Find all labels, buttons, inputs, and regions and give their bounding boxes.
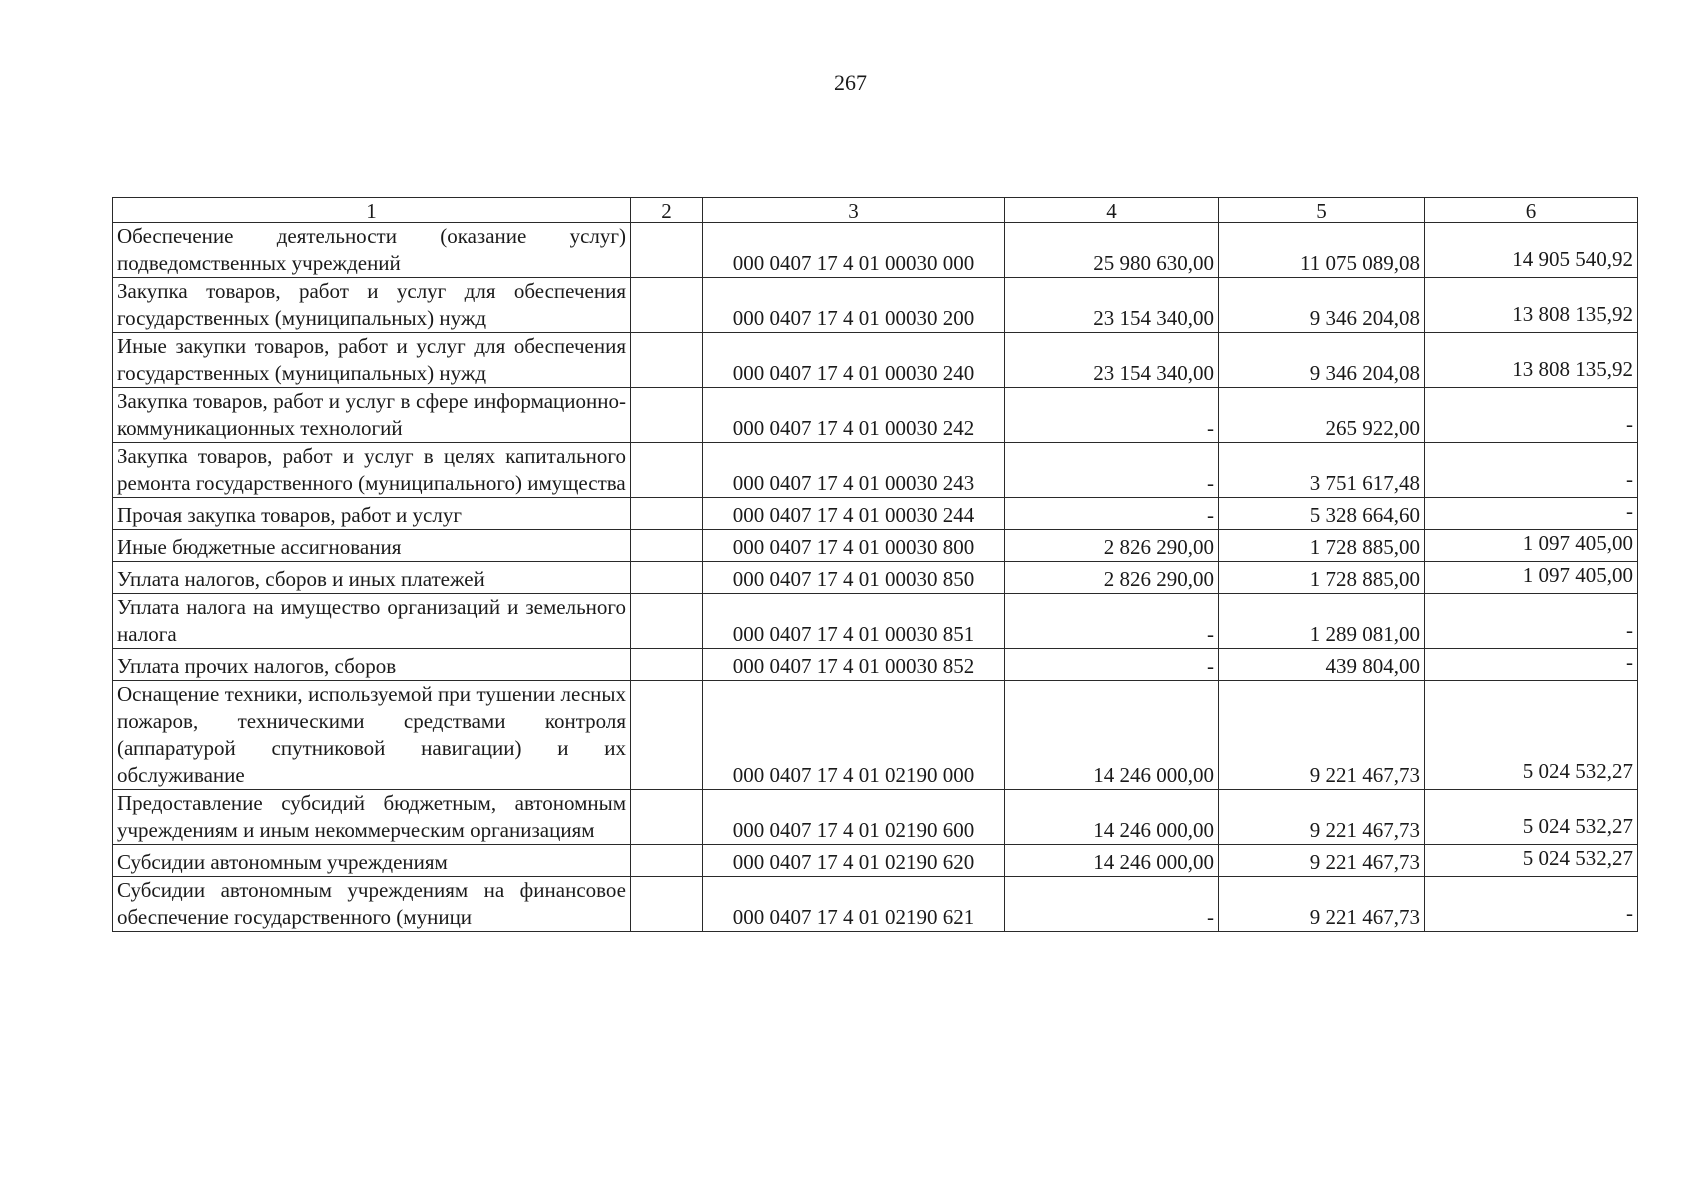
row-col5: 439 804,00 — [1219, 649, 1425, 681]
row-name: Уплата налогов, сборов и иных платежей — [113, 562, 631, 594]
table-row — [113, 845, 1638, 877]
row-col2 — [631, 498, 703, 530]
row-col5: 9 221 467,73 — [1219, 877, 1425, 932]
row-col2 — [631, 877, 703, 932]
row-col4: - — [1005, 877, 1219, 932]
row-col4: 14 246 000,00 — [1005, 681, 1219, 790]
row-code: 000 0407 17 4 01 00030 200 — [703, 278, 1005, 333]
table-row — [113, 278, 1638, 333]
budget-table — [112, 197, 1638, 932]
row-col5: 3 751 617,48 — [1219, 443, 1425, 498]
table-row — [113, 790, 1638, 845]
row-col4: 2 826 290,00 — [1005, 530, 1219, 562]
row-col6: - — [1425, 498, 1638, 530]
row-col4: 14 246 000,00 — [1005, 845, 1219, 877]
row-col4: - — [1005, 443, 1219, 498]
row-name: Оснащение техники, используемой при тушении лесных пожаров, техническими средствами контроля (аппаратурой спутниковой навигации) и их обслуживание — [113, 681, 631, 790]
row-col2 — [631, 681, 703, 790]
row-name: Закупка товаров, работ и услуг в целях капитального ремонта государственного (муниципального) имущества — [113, 443, 631, 498]
row-code: 000 0407 17 4 01 00030 242 — [703, 388, 1005, 443]
row-code: 000 0407 17 4 01 02190 620 — [703, 845, 1005, 877]
row-col6: 1 097 405,00 — [1425, 530, 1638, 562]
row-col5: 9 346 204,08 — [1219, 278, 1425, 333]
table-row — [113, 498, 1638, 530]
row-col5: 9 346 204,08 — [1219, 333, 1425, 388]
table-row — [113, 388, 1638, 443]
row-name: Субсидии автономным учреждениям на финансовое обеспечение государственного (муници — [113, 877, 631, 932]
row-col4: - — [1005, 498, 1219, 530]
row-col2 — [631, 594, 703, 649]
row-col5: 9 221 467,73 — [1219, 790, 1425, 845]
row-code: 000 0407 17 4 01 00030 851 — [703, 594, 1005, 649]
row-col6: 5 024 532,27 — [1425, 790, 1638, 845]
row-col4: 23 154 340,00 — [1005, 278, 1219, 333]
row-code: 000 0407 17 4 01 00030 240 — [703, 333, 1005, 388]
row-col2 — [631, 278, 703, 333]
row-col2 — [631, 649, 703, 681]
table-row — [113, 530, 1638, 562]
row-col2 — [631, 388, 703, 443]
row-col6: 5 024 532,27 — [1425, 681, 1638, 790]
table-row — [113, 223, 1638, 278]
table-row — [113, 443, 1638, 498]
row-col2 — [631, 530, 703, 562]
row-col4: 25 980 630,00 — [1005, 223, 1219, 278]
row-col6: - — [1425, 877, 1638, 932]
column-header: 1 — [113, 198, 631, 223]
row-code: 000 0407 17 4 01 00030 243 — [703, 443, 1005, 498]
row-name: Обеспечение деятельности (оказание услуг) подведомственных учреждений — [113, 223, 631, 278]
row-col6: 5 024 532,27 — [1425, 845, 1638, 877]
row-col2 — [631, 845, 703, 877]
row-code: 000 0407 17 4 01 00030 852 — [703, 649, 1005, 681]
row-col4: - — [1005, 649, 1219, 681]
row-col2 — [631, 333, 703, 388]
row-code: 000 0407 17 4 01 00030 000 — [703, 223, 1005, 278]
table-row — [113, 649, 1638, 681]
row-col6: - — [1425, 443, 1638, 498]
row-col6: 13 808 135,92 — [1425, 333, 1638, 388]
row-col5: 9 221 467,73 — [1219, 845, 1425, 877]
table-header-row — [113, 198, 1638, 223]
row-col5: 265 922,00 — [1219, 388, 1425, 443]
column-header: 6 — [1425, 198, 1638, 223]
row-col6: 1 097 405,00 — [1425, 562, 1638, 594]
row-col5: 1 728 885,00 — [1219, 530, 1425, 562]
row-code: 000 0407 17 4 01 00030 800 — [703, 530, 1005, 562]
row-name: Иные бюджетные ассигнования — [113, 530, 631, 562]
row-col6: - — [1425, 388, 1638, 443]
row-col2 — [631, 223, 703, 278]
row-name: Уплата прочих налогов, сборов — [113, 649, 631, 681]
table-row — [113, 877, 1638, 932]
row-col4: 2 826 290,00 — [1005, 562, 1219, 594]
column-header: 5 — [1219, 198, 1425, 223]
row-name: Прочая закупка товаров, работ и услуг — [113, 498, 631, 530]
row-col4: 14 246 000,00 — [1005, 790, 1219, 845]
row-name: Закупка товаров, работ и услуг для обеспечения государственных (муниципальных) нужд — [113, 278, 631, 333]
row-code: 000 0407 17 4 01 00030 850 — [703, 562, 1005, 594]
row-code: 000 0407 17 4 01 02190 000 — [703, 681, 1005, 790]
row-code: 000 0407 17 4 01 02190 621 — [703, 877, 1005, 932]
row-col5: 1 728 885,00 — [1219, 562, 1425, 594]
row-name: Субсидии автономным учреждениям — [113, 845, 631, 877]
column-header: 2 — [631, 198, 703, 223]
row-col2 — [631, 790, 703, 845]
page-number: 267 — [834, 70, 867, 95]
row-col5: 9 221 467,73 — [1219, 681, 1425, 790]
table-row — [113, 333, 1638, 388]
row-col6: - — [1425, 649, 1638, 681]
table-row — [113, 594, 1638, 649]
row-col6: 14 905 540,92 — [1425, 223, 1638, 278]
row-col2 — [631, 562, 703, 594]
row-col4: 23 154 340,00 — [1005, 333, 1219, 388]
column-header: 3 — [703, 198, 1005, 223]
row-name: Уплата налога на имущество организаций и земельного налога — [113, 594, 631, 649]
row-col4: - — [1005, 388, 1219, 443]
column-header: 4 — [1005, 198, 1219, 223]
row-col5: 1 289 081,00 — [1219, 594, 1425, 649]
row-col6: 13 808 135,92 — [1425, 278, 1638, 333]
row-col2 — [631, 443, 703, 498]
row-col5: 11 075 089,08 — [1219, 223, 1425, 278]
row-name: Предоставление субсидий бюджетным, автономным учреждениям и иным некоммерческим организациям — [113, 790, 631, 845]
row-col5: 5 328 664,60 — [1219, 498, 1425, 530]
row-code: 000 0407 17 4 01 02190 600 — [703, 790, 1005, 845]
row-name: Иные закупки товаров, работ и услуг для обеспечения государственных (муниципальных) нужд — [113, 333, 631, 388]
table-row — [113, 681, 1638, 790]
table-row — [113, 562, 1638, 594]
row-code: 000 0407 17 4 01 00030 244 — [703, 498, 1005, 530]
row-name: Закупка товаров, работ и услуг в сфере информационно-коммуникационных технологий — [113, 388, 631, 443]
row-col6: - — [1425, 594, 1638, 649]
row-col4: - — [1005, 594, 1219, 649]
